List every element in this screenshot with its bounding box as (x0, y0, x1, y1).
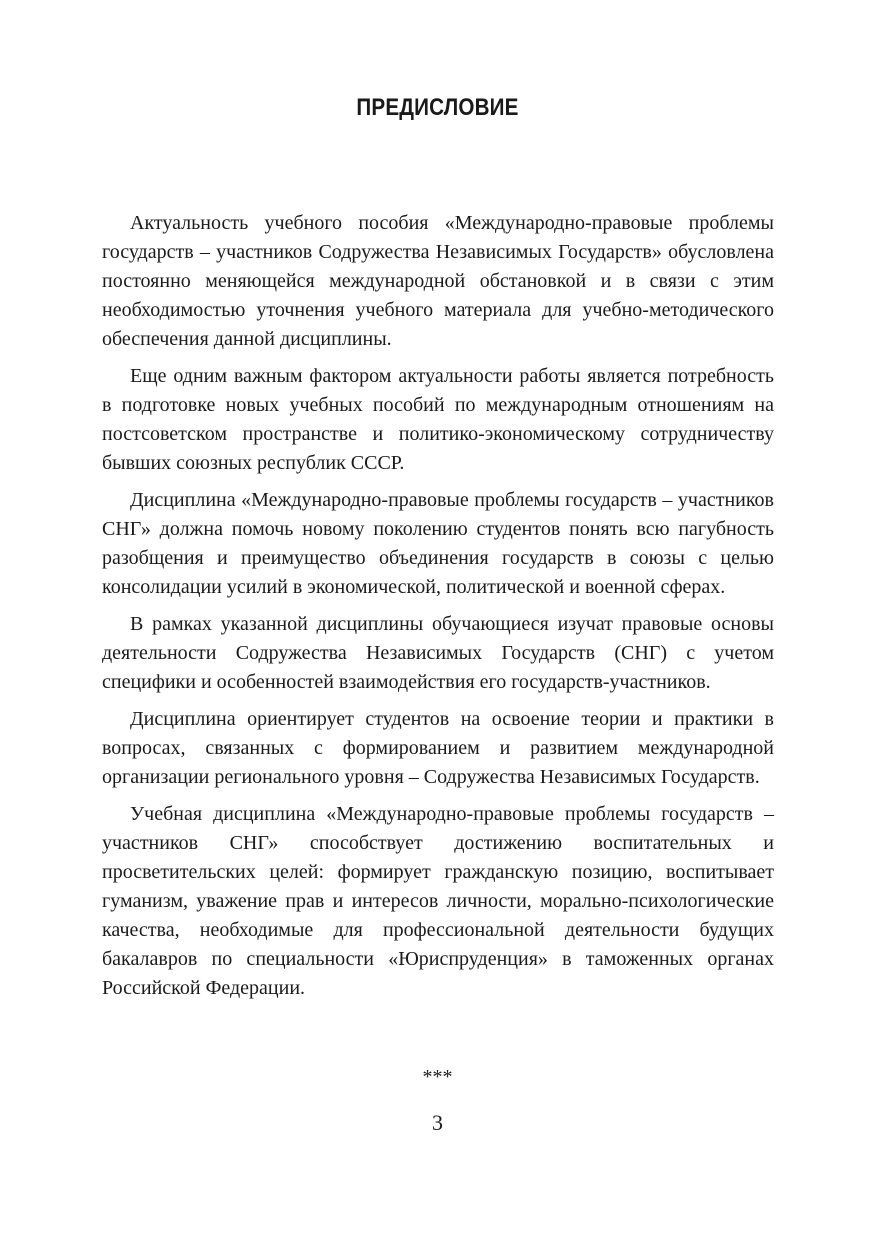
page-number: 3 (432, 1110, 443, 1135)
body-text (102, 209, 774, 1011)
paragraph: В рамках указанной дисциплины обучающиеся изучат правовые основы деятельности Содружества Независимых Государств (СНГ) с учетом специфики и особенностей взаимодействия его государств-участников. (102, 613, 774, 693)
page-title: ПРЕДИСЛОВИЕ (356, 94, 519, 121)
paragraph: Еще одним важным фактором актуальности работы является потребность в подготовке новых учебных пособий по международным отношениям на постсоветском пространстве и политико-экономическому сотрудничеству бывших союзных республик СССР. (102, 365, 774, 474)
paragraph: Дисциплина «Международно-правовые проблемы государств – участников СНГ» должна помочь новому поколению студентов понять всю пагубность разобщения и преимущество объединения государств в союзы с целью консолидации усилий в экономической, политической и военной сферах. (102, 489, 774, 598)
paragraph: Дисциплина ориентирует студентов на освоение теории и практики в вопросах, связанных с формированием и развитием международной организации регионального уровня – Содружества Независимых Государств. (102, 708, 774, 788)
paragraph: Учебная дисциплина «Международно-правовые проблемы государств – участников СНГ» способствует достижению воспитательных и просветительских целей: формирует гражданскую позицию, воспитывает гуманизм, уважение прав и интересов личности, морально-психологические качества, необходимые для профессиональной деятельности будущих бакалавров по специальности «Юриспруденция» в таможенных органах Российской Федерации. (102, 803, 774, 999)
paragraph: Актуальность учебного пособия «Международно-правовые проблемы государств – участников Содружества Независимых Государств» обусловлена постоянно меняющейся международной обстановкой и в связи с этим необходимостью уточнения учебного материала для учебно-методического обеспечения данной дисциплины. (102, 212, 774, 350)
section-separator: *** (422, 1066, 453, 1088)
